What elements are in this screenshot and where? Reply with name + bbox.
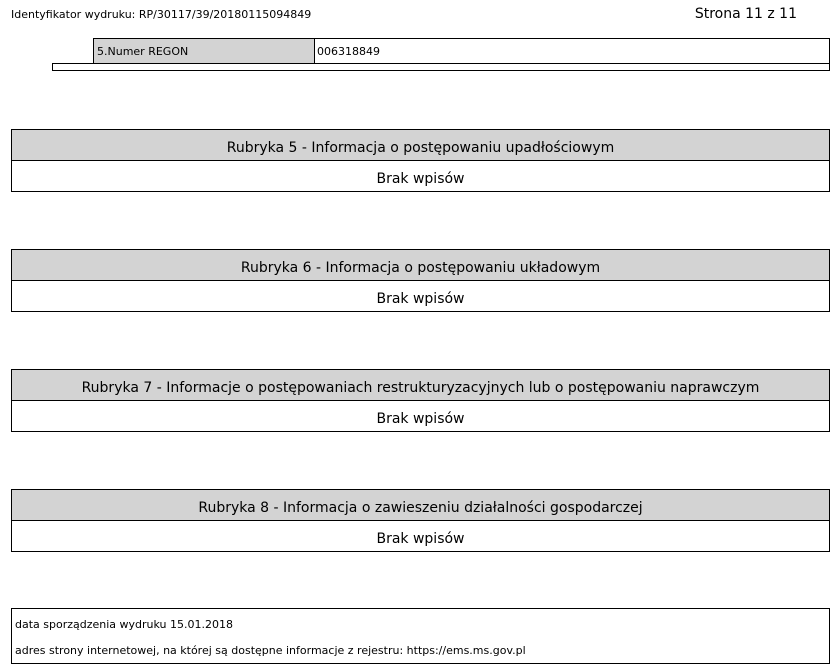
registry-url: adres strony internetowej, na której są dostępne informacje z rejestru: https://ems.ms.gov.pl [15,644,526,657]
section-body: Brak wpisów [376,291,465,307]
section-body: Brak wpisów [376,171,465,187]
section-rubryka-6 [11,249,830,312]
section-title: Rubryka 5 - Informacja o postępowaniu upadłościowym [12,130,829,161]
footer-info-box [11,608,830,664]
section-body: Brak wpisów [376,411,465,427]
table-bottom-border [52,63,830,71]
regon-label: 5.Numer REGON [94,39,315,63]
section-title: Rubryka 7 - Informacje o postępowaniach restrukturyzacyjnych lub o postępowaniu naprawczym [12,370,829,401]
regon-value: 006318849 [317,45,380,58]
print-date: data sporządzenia wydruku 15.01.2018 [15,618,234,631]
regon-row [93,38,830,64]
page-number: Strona 11 z 11 [694,6,797,22]
section-title: Rubryka 8 - Informacja o zawieszeniu działalności gospodarczej [12,490,829,521]
section-rubryka-5 [11,129,830,192]
section-rubryka-8 [11,489,830,552]
section-rubryka-7 [11,369,830,432]
section-title: Rubryka 6 - Informacja o postępowaniu układowym [12,250,829,281]
section-body: Brak wpisów [376,531,465,547]
print-identifier: Identyfikator wydruku: RP/30117/39/20180115094849 [11,8,312,21]
